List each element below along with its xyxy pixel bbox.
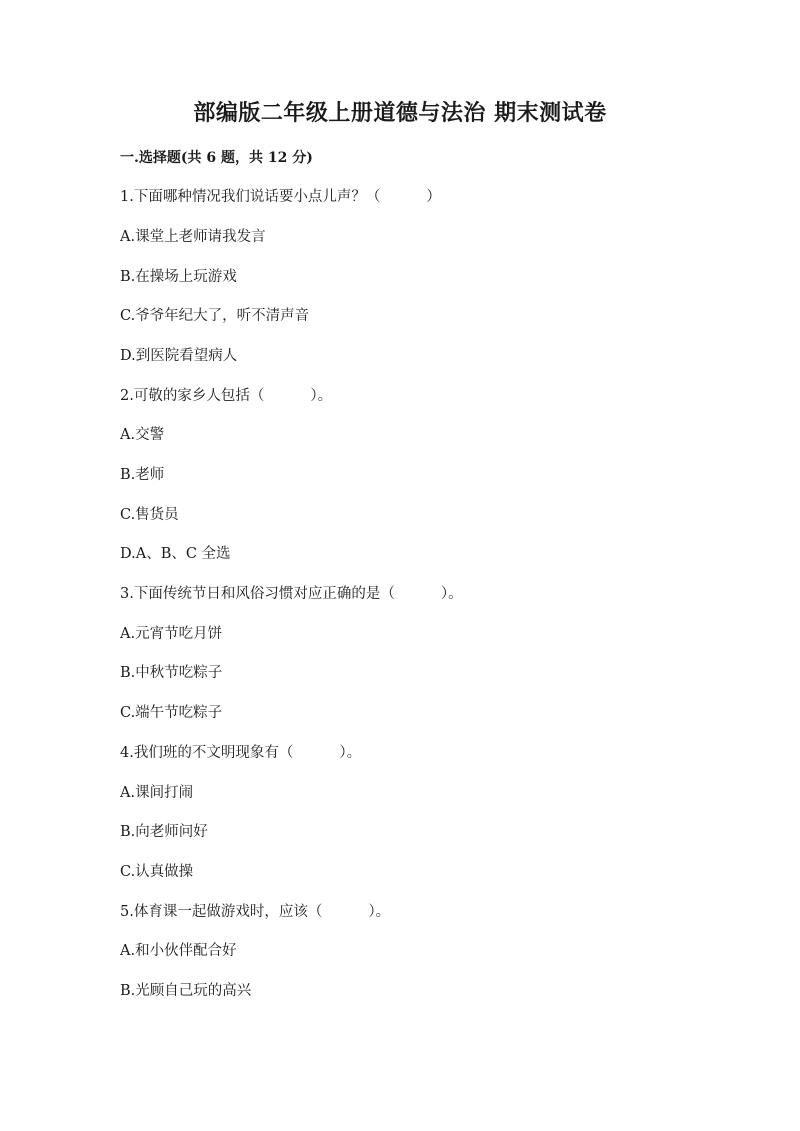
question-3: 3.下面传统节日和风俗习惯对应正确的是（ ）。: [120, 586, 463, 602]
option-4b: B.向老师问好: [120, 824, 208, 840]
option-3c: C.端午节吃粽子: [120, 705, 223, 721]
question-4: 4.我们班的不文明现象有（ ）。: [120, 745, 362, 761]
option-1c: C.爷爷年纪大了，听不清声音: [120, 308, 310, 324]
question-2: 2.可敬的家乡人包括（ ）。: [120, 388, 333, 404]
option-2b: B.老师: [120, 467, 165, 483]
option-1d: D.到医院看望病人: [120, 348, 238, 364]
option-3a: A.元宵节吃月饼: [120, 626, 223, 642]
option-2a: A.交警: [120, 427, 165, 443]
page-title: 部编版二年级上册道德与法治 期末测试卷: [193, 100, 607, 126]
question-1: 1.下面哪种情况我们说话要小点儿声？（ ）: [120, 189, 441, 205]
option-2d: D.A、B、C 全选: [120, 546, 231, 562]
option-5b: B.光顾自己玩的高兴: [120, 983, 252, 999]
option-3b: B.中秋节吃粽子: [120, 665, 223, 681]
option-1a: A.课堂上老师请我发言: [120, 229, 266, 245]
section-heading: 一.选择题(共 6 题，共 12 分): [120, 150, 313, 166]
question-5: 5.体育课一起做游戏时，应该（ ）。: [120, 904, 391, 920]
option-4a: A.课间打闹: [120, 785, 194, 801]
option-5a: A.和小伙伴配合好: [120, 943, 237, 959]
option-2c: C.售货员: [120, 507, 179, 523]
option-1b: B.在操场上玩游戏: [120, 269, 237, 285]
option-4c: C.认真做操: [120, 864, 194, 880]
